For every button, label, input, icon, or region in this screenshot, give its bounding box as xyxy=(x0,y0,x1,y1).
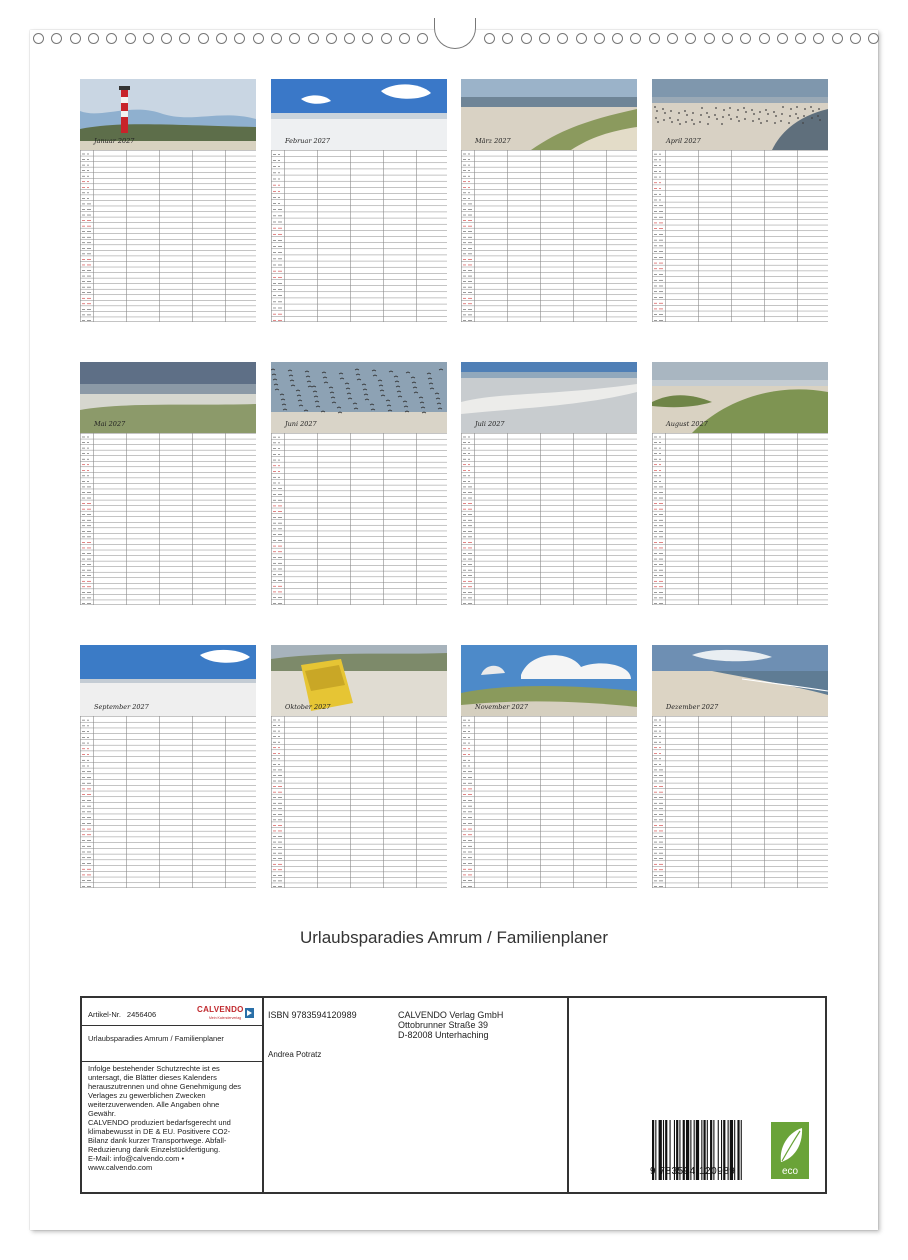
author: Andrea Potratz xyxy=(268,1050,322,1059)
month-block xyxy=(461,645,637,889)
month-label: Januar 2027 xyxy=(94,137,135,145)
binding-ring xyxy=(667,33,678,44)
binding-ring xyxy=(832,33,843,44)
month-block xyxy=(80,362,256,606)
month-label: August 2027 xyxy=(666,420,708,428)
binding-ring xyxy=(234,33,245,44)
legal-line: www.calvendo.com xyxy=(88,1163,153,1172)
binding-ring xyxy=(557,33,568,44)
binding-ring xyxy=(106,33,117,44)
binding-ring xyxy=(484,33,495,44)
binding-ring xyxy=(649,33,660,44)
binding-ring xyxy=(271,33,282,44)
calvendo-logo: CALVENDO Mein Kalenderverlag xyxy=(197,1005,255,1021)
binding-ring xyxy=(289,33,300,44)
binding-ring xyxy=(198,33,209,44)
legal-line: Reduzierung dank Einzelstückfertigung. xyxy=(88,1145,221,1154)
barcode-number: 9 783594 120989 xyxy=(650,1166,736,1177)
binding-ring xyxy=(362,33,373,44)
binding-ring xyxy=(594,33,605,44)
binding-ring xyxy=(326,33,337,44)
binding-ring xyxy=(381,33,392,44)
binding-ring xyxy=(308,33,319,44)
binding-ring xyxy=(88,33,99,44)
month-label: September 2027 xyxy=(94,703,149,711)
binding-ring xyxy=(685,33,696,44)
publisher-line: D-82008 Unterhaching xyxy=(398,1030,489,1040)
binding-ring xyxy=(576,33,587,44)
month-block xyxy=(271,79,447,323)
binding-ring xyxy=(179,33,190,44)
binding-ring xyxy=(740,33,751,44)
binding-ring xyxy=(161,33,172,44)
imprint-box xyxy=(80,996,827,1194)
binding-ring xyxy=(51,33,62,44)
publisher-line: CALVENDO Verlag GmbH xyxy=(398,1010,504,1020)
imprint-middle-column xyxy=(264,998,569,1192)
binding-ring xyxy=(417,33,428,44)
publisher-address xyxy=(398,1010,503,1040)
calendar-title: Urlaubsparadies Amrum / Familienplaner xyxy=(299,928,609,947)
month-block xyxy=(271,362,447,606)
binding-ring xyxy=(850,33,861,44)
month-block xyxy=(652,645,828,889)
binding-ring xyxy=(253,33,264,44)
month-label: Juni 2027 xyxy=(285,420,317,428)
month-block xyxy=(271,645,447,889)
legal-line: Gewähr. xyxy=(88,1109,116,1118)
binding-ring xyxy=(795,33,806,44)
month-label: April 2027 xyxy=(666,137,701,145)
binding-ring xyxy=(759,33,770,44)
month-label: November 2027 xyxy=(475,703,529,711)
legal-line: klimabewusst in DE & EU. Positivere CO2- xyxy=(88,1127,231,1136)
binding-ring xyxy=(399,33,410,44)
legal-line: untersagt, die Blätter dieses Kalenders xyxy=(88,1073,217,1082)
product-title-row: Urlaubsparadies Amrum / Familienplaner xyxy=(82,1026,262,1062)
binding-ring xyxy=(521,33,532,44)
binding-ring xyxy=(630,33,641,44)
article-number: Artikel-Nr. 2456406 xyxy=(88,1010,157,1019)
svg-text:eco: eco xyxy=(781,1166,799,1177)
month-block xyxy=(80,645,256,889)
publisher-line: Ottobrunner Straße 39 xyxy=(398,1020,489,1030)
binding-ring xyxy=(539,33,550,44)
legal-line: herauszutrennen und ohne Genehmigung des xyxy=(88,1082,242,1091)
binding-ring xyxy=(216,33,227,44)
isbn: ISBN 9783594120989 xyxy=(268,1010,357,1020)
month-block xyxy=(652,362,828,606)
binding-ring xyxy=(125,33,136,44)
month-label: Dezember 2027 xyxy=(666,703,719,711)
eco-leaf-icon xyxy=(771,1122,809,1179)
legal-line: Infolge bestehender Schutzrechte ist es xyxy=(88,1064,220,1073)
binding-ring xyxy=(777,33,788,44)
month-block xyxy=(652,79,828,323)
binding-ring xyxy=(502,33,513,44)
imprint-left-column xyxy=(82,998,264,1192)
binding-ring xyxy=(612,33,623,44)
month-label: Juli 2027 xyxy=(475,420,505,428)
binding-ring xyxy=(143,33,154,44)
month-label: März 2027 xyxy=(475,137,511,145)
binding-ring xyxy=(868,33,879,44)
month-label: Februar 2027 xyxy=(285,137,331,145)
legal-notice xyxy=(82,1062,262,1192)
binding-ring xyxy=(722,33,733,44)
binding-ring xyxy=(813,33,824,44)
month-label: Oktober 2027 xyxy=(285,703,331,711)
legal-line: weiterzuverwenden. Alle Angaben ohne xyxy=(88,1100,220,1109)
legal-line: CALVENDO produziert bedarfsgerecht und xyxy=(88,1118,231,1127)
binding-ring xyxy=(33,33,44,44)
legal-line: Bilanz dank kurzer Transportwege. Abfall- xyxy=(88,1136,227,1145)
month-block xyxy=(461,362,637,606)
binding-ring xyxy=(344,33,355,44)
month-block xyxy=(80,79,256,323)
month-label: Mai 2027 xyxy=(94,420,126,428)
binding-ring xyxy=(704,33,715,44)
article-row xyxy=(82,998,262,1026)
binding-ring xyxy=(70,33,81,44)
month-block xyxy=(461,79,637,323)
legal-line: E-Mail: info@calvendo.com • xyxy=(88,1154,185,1163)
legal-line: Verlages zu gewerblichen Zwecken xyxy=(88,1091,206,1100)
